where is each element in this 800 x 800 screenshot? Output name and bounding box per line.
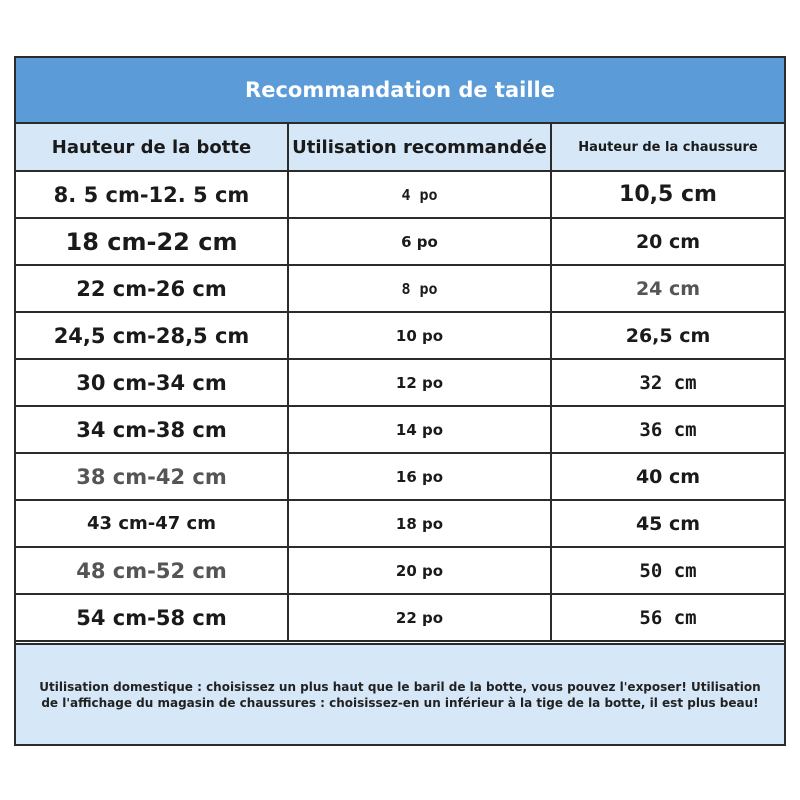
header-row — [16, 124, 784, 171]
boot-height-cell: 30 cm-34 cm — [16, 359, 288, 406]
shoe-height-cell: 32 cm — [551, 359, 784, 406]
shoe-height-cell: 50 cm — [551, 547, 784, 594]
boot-height-cell: 34 cm-38 cm — [16, 406, 288, 453]
table-row — [16, 406, 784, 453]
shoe-height-cell: 56 cm — [551, 594, 784, 641]
table-row — [16, 594, 784, 641]
table-row — [16, 265, 784, 312]
header-shoe-height: Hauteur de la chaussure — [551, 124, 784, 171]
recommended-use-cell: 4 po — [288, 171, 551, 218]
table-row — [16, 547, 784, 594]
header-recommended-use: Utilisation recommandée — [288, 124, 551, 171]
boot-height-cell: 18 cm-22 cm — [16, 218, 288, 265]
recommended-use-cell: 14 po — [288, 406, 551, 453]
table-row — [16, 171, 784, 218]
boot-height-cell: 54 cm-58 cm — [16, 594, 288, 641]
boot-height-cell: 38 cm-42 cm — [16, 453, 288, 500]
recommended-use-cell: 10 po — [288, 312, 551, 359]
table-row — [16, 500, 784, 547]
boot-height-cell: 22 cm-26 cm — [16, 265, 288, 312]
boot-height-cell: 43 cm-47 cm — [16, 500, 288, 547]
boot-height-cell: 8. 5 cm-12. 5 cm — [16, 171, 288, 218]
shoe-height-cell: 20 cm — [551, 218, 784, 265]
recommended-use-cell: 20 po — [288, 547, 551, 594]
recommended-use-cell: 6 po — [288, 218, 551, 265]
usage-note — [16, 643, 784, 744]
usage-note-text: Utilisation domestique : choisissez un plus haut que le baril de la botte, vous pouvez l'exposer! Utilisation de l'affichage du magasin de chaussures : choisissez-en un inférieur à la tige de la botte, il est plus beau! — [39, 679, 761, 710]
recommended-use-cell: 22 po — [288, 594, 551, 641]
table-row — [16, 453, 784, 500]
shoe-height-cell: 24 cm — [551, 265, 784, 312]
shoe-height-cell: 40 cm — [551, 453, 784, 500]
recommended-use-cell: 12 po — [288, 359, 551, 406]
shoe-height-cell: 45 cm — [551, 500, 784, 547]
size-table — [16, 124, 784, 642]
recommended-use-cell: 16 po — [288, 453, 551, 500]
table-row — [16, 312, 784, 359]
shoe-height-cell: 10,5 cm — [551, 171, 784, 218]
header-boot-height: Hauteur de la botte — [16, 124, 288, 171]
recommended-use-cell: 8 po — [288, 265, 551, 312]
chart-title: Recommandation de taille — [16, 58, 784, 124]
boot-height-cell: 48 cm-52 cm — [16, 547, 288, 594]
boot-height-cell: 24,5 cm-28,5 cm — [16, 312, 288, 359]
table-row — [16, 218, 784, 265]
table-row — [16, 359, 784, 406]
shoe-height-cell: 36 cm — [551, 406, 784, 453]
recommended-use-cell: 18 po — [288, 500, 551, 547]
shoe-height-cell: 26,5 cm — [551, 312, 784, 359]
size-chart — [14, 56, 786, 746]
